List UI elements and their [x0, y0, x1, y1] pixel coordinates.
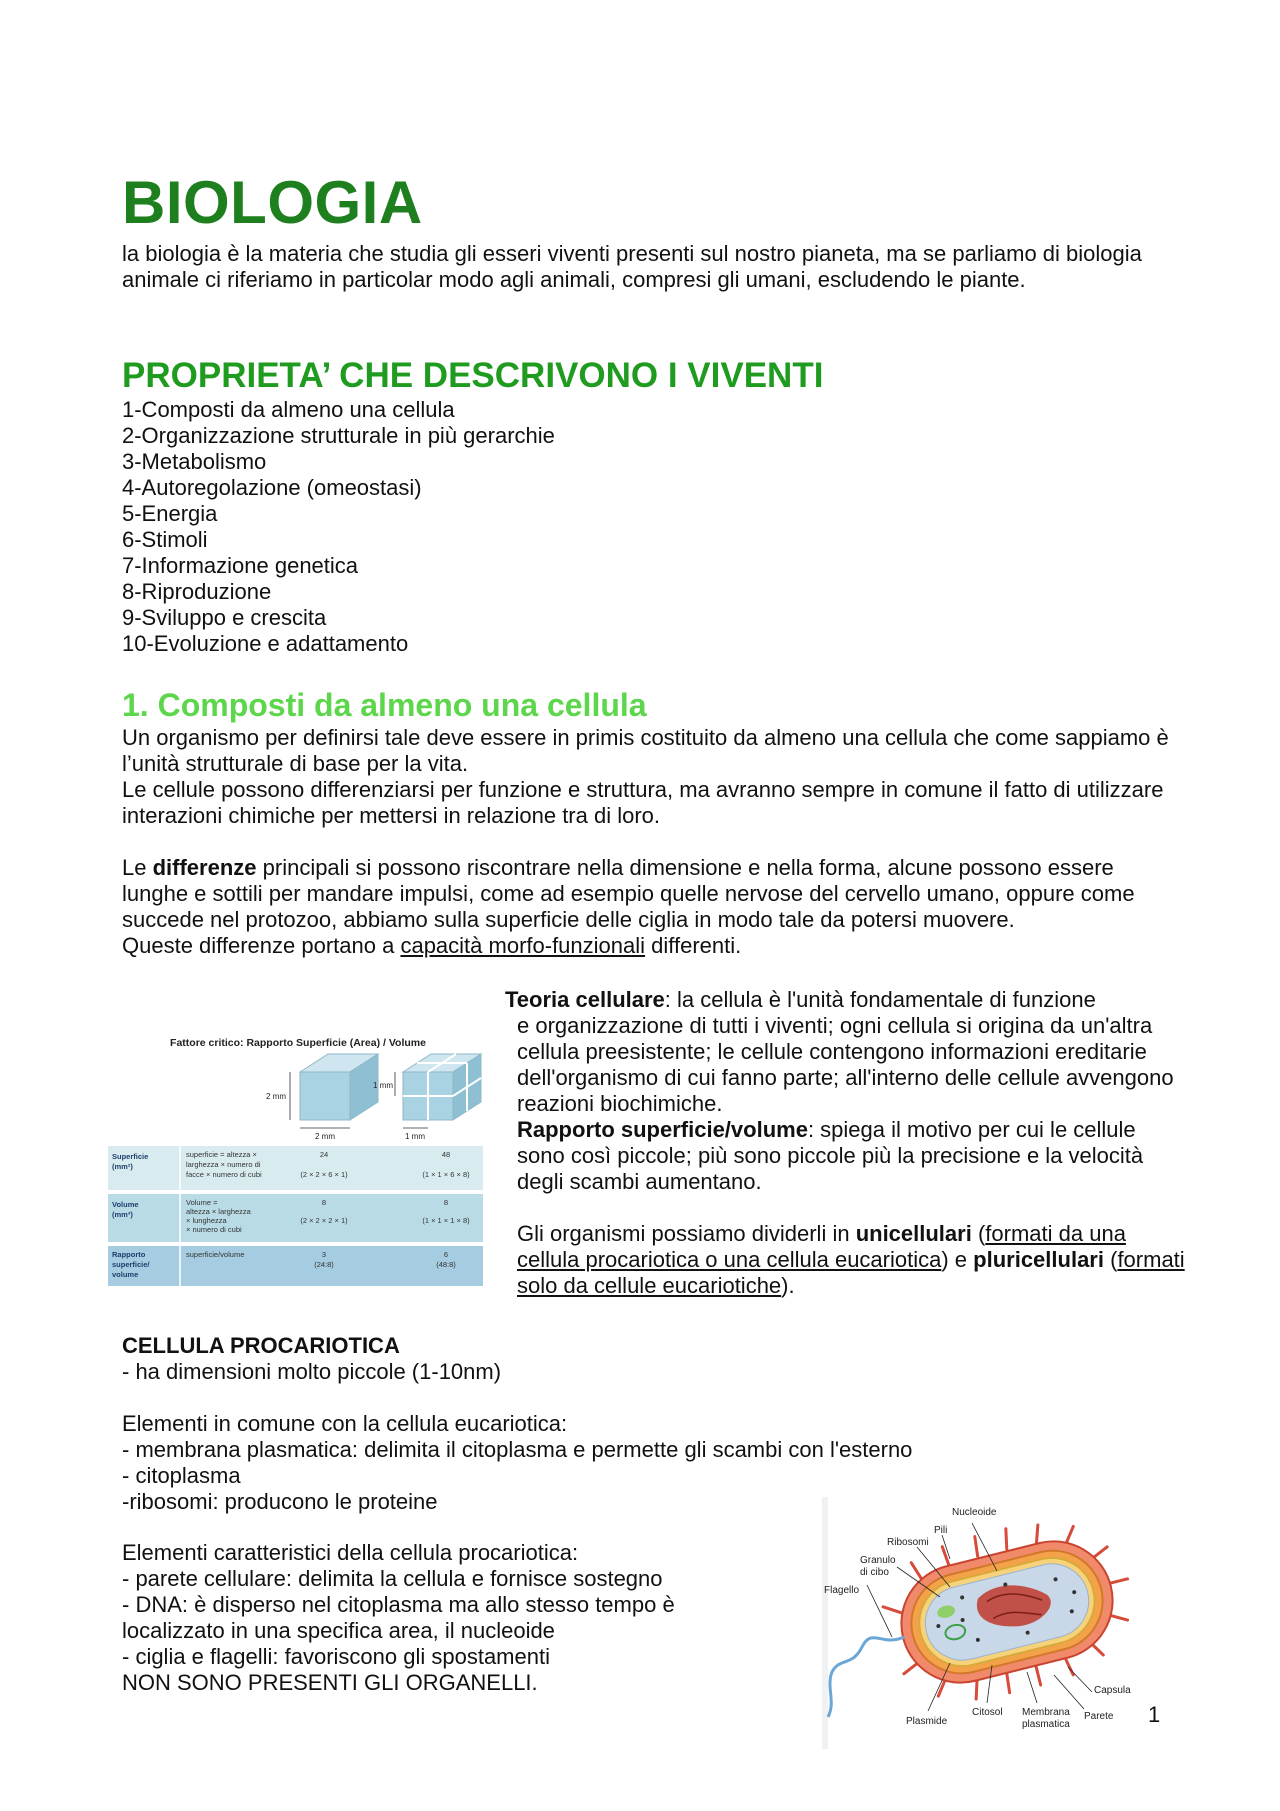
list-heading: Elementi in comune con la cellula eucariotica:: [122, 1411, 568, 1436]
text-span: Gli organismi possiamo dividerli in: [517, 1221, 856, 1246]
table-row-label: Superficie (mm²): [112, 1152, 149, 1171]
diagram-label: Membrana plasmatica: [1022, 1707, 1070, 1730]
bold-term: differenze: [152, 855, 257, 880]
section-heading: 1. Composti da almeno una cellula: [122, 687, 647, 723]
list-item: - membrana plasmatica: delimita il citoplasma e permette gli scambi con l'esterno: [122, 1437, 913, 1462]
paragraph: [122, 855, 1182, 933]
intro-paragraph: la biologia è la materia che studia gli esseri viventi presenti sul nostro pianeta, ma se parliamo di biologia animale ci riferiamo in particolar modo agli animali, compresi gli umani, escludendo le piante.: [122, 241, 1142, 292]
surface-volume-figure: [108, 1020, 483, 1286]
diagram-label: Granulo di cibo: [860, 1555, 896, 1578]
diagram-label: Plasmide: [906, 1716, 948, 1727]
underlined-term: formati da una cellula procariotica o una cellula eucariotica: [517, 1221, 1126, 1272]
list-item: NON SONO PRESENTI GLI ORGANELLI.: [122, 1670, 538, 1695]
paragraph: [505, 987, 1185, 1013]
properties-list: [122, 397, 555, 657]
bold-term: Rapporto superficie/volume: [517, 1117, 808, 1142]
list-item: 10-Evoluzione e adattamento: [122, 631, 409, 656]
table-calc: (48:8): [436, 1260, 456, 1269]
text-span: principali si possono riscontrare nella dimensione e nella forma, alcune possono essere lunghe e sottili per mandare impulsi, come ad esempio quelle nervose del cervello umano, oppure come succede nel protozoo, abbiamo sulla superficie delle ciglia in modo tale da potersi muovere.: [122, 855, 1135, 932]
text-span: (: [1103, 1247, 1118, 1272]
table-calc: (1 × 1 × 1 × 8): [422, 1216, 470, 1225]
table-value: 8: [321, 1198, 327, 1207]
table-value: 6: [443, 1250, 449, 1259]
paragraph: e organizzazione di tutti i viventi; ogni cellula si origina da un'altra cellula preesistente; le cellule contengono informazioni ereditarie dell'organismo di cui fanno parte; all'interno delle cellule avvengono reazioni biochimiche.: [517, 1013, 1174, 1116]
diagram-label: Flagello: [824, 1585, 860, 1596]
list-item: 3-Metabolismo: [122, 449, 267, 474]
list-heading: Elementi caratteristici della cellula procariotica:: [122, 1540, 579, 1565]
dimension-label: 1 mm: [405, 1132, 425, 1141]
page-title: BIOLOGIA: [122, 169, 423, 236]
dimension-label: 2 mm: [266, 1092, 286, 1101]
table-value: 48: [441, 1150, 451, 1159]
table-calc: (24:8): [314, 1260, 334, 1269]
procariotica-dimension: - ha dimensioni molto piccole (1-10nm): [122, 1359, 502, 1384]
diagram-label: Ribosomi: [887, 1537, 929, 1548]
table-row-label: Volume (mm³): [112, 1200, 139, 1219]
underlined-term: capacità morfo-funzionali: [400, 933, 646, 958]
page-number: 1: [1148, 1702, 1161, 1727]
underlined-term: formati solo da cellule eucariotiche: [517, 1247, 1185, 1298]
paragraph: [122, 933, 1182, 959]
list-item: - ciglia e flagelli: favoriscono gli spostamenti: [122, 1644, 550, 1669]
table-calc: (1 × 1 × 6 × 8): [422, 1170, 470, 1179]
bacterium-diagram: [822, 1497, 1142, 1749]
list-item: - DNA: è disperso nel citoplasma ma allo stesso tempo è: [122, 1592, 675, 1617]
characteristic-elements: [122, 1540, 762, 1696]
text-span: Queste differenze portano a: [122, 933, 401, 958]
diagram-label: Nucleoide: [952, 1507, 997, 1518]
table-formula: Volume = altezza × larghezza × lunghezza × numero di cubi: [186, 1198, 251, 1234]
list-item: localizzato in una specifica area, il nucleoide: [122, 1618, 555, 1643]
text-span: ) e: [941, 1247, 974, 1272]
list-item: 4-Autoregolazione (omeostasi): [122, 475, 422, 500]
text-span: : spiega il motivo per cui le cellule sono così piccole; più sono piccole più la precisione e la velocità degli scambi aumentano.: [517, 1117, 1144, 1194]
list-item: 5-Energia: [122, 501, 218, 526]
list-item: 6-Stimoli: [122, 527, 208, 552]
paragraph: Un organismo per definirsi tale deve essere in primis costituito da almeno una cellula che come sappiamo è l’unità strutturale di base per la vita.: [122, 725, 1169, 776]
text-span: differenti.: [645, 933, 742, 958]
differences-paragraph: [122, 855, 1182, 959]
paragraph: [505, 1221, 1185, 1299]
table-value: 3: [321, 1250, 327, 1259]
paragraph: Le cellule possono differenziarsi per funzione e struttura, ma avranno sempre in comune il fatto di utilizzare interazioni chimiche per mettersi in relazione tra di loro.: [122, 777, 1164, 828]
diagram-label: Pili: [934, 1525, 948, 1536]
spacer: [505, 1195, 1185, 1221]
dimension-label: 2 mm: [315, 1132, 335, 1141]
paragraph: [505, 1117, 1185, 1195]
theory-column: [505, 987, 1185, 1299]
text-span: : la cellula è l'unità fondamentale di funzione: [664, 987, 1096, 1012]
dimension-label: 1 mm: [373, 1081, 393, 1090]
bold-term: unicellulari: [855, 1221, 972, 1246]
table-formula: superficie = altezza × larghezza × numero di facce × numero di cubi: [186, 1150, 262, 1179]
list-item: 7-Informazione genetica: [122, 553, 359, 578]
properties-heading: PROPRIETA’ CHE DESCRIVONO I VIVENTI: [122, 356, 824, 395]
list-item: 1-Composti da almeno una cellula: [122, 397, 455, 422]
table-value: 8: [443, 1198, 449, 1207]
procariotica-heading: CELLULA PROCARIOTICA: [122, 1333, 400, 1358]
diagram-label: Parete: [1084, 1711, 1114, 1722]
prokaryotic-cell-figure: [822, 1497, 1142, 1749]
text-span: (: [971, 1221, 986, 1246]
table-row-label: Rapporto superficie/ volume: [112, 1250, 150, 1279]
bold-term: Teoria cellulare: [505, 987, 665, 1012]
text-span: Le: [122, 855, 153, 880]
table-calc: (2 × 2 × 2 × 1): [300, 1216, 348, 1225]
list-item: 9-Sviluppo e crescita: [122, 605, 327, 630]
bold-term: pluricellulari: [973, 1247, 1104, 1272]
common-elements: [122, 1411, 912, 1515]
table-calc: (2 × 2 × 6 × 1): [300, 1170, 348, 1179]
figure-title: Fattore critico: Rapporto Superficie (Area) / Volume: [170, 1037, 426, 1049]
diagram-label: Citosol: [972, 1707, 1003, 1718]
table-row: [108, 1146, 483, 1190]
list-item: -ribosomi: producono le proteine: [122, 1489, 438, 1514]
list-item: - parete cellulare: delimita la cellula e fornisce sostegno: [122, 1566, 663, 1591]
table-value: 24: [319, 1150, 329, 1159]
table-row: [108, 1246, 483, 1286]
list-item: 8-Riproduzione: [122, 579, 272, 604]
list-item: - citoplasma: [122, 1463, 241, 1488]
list-item: 2-Organizzazione strutturale in più gerarchie: [122, 423, 555, 448]
section-intro: [122, 725, 1182, 829]
diagram-label: Capsula: [1094, 1685, 1131, 1696]
surface-volume-diagram: [108, 1020, 483, 1286]
table-formula: superficie/volume: [186, 1250, 245, 1259]
text-span: ).: [781, 1273, 795, 1298]
